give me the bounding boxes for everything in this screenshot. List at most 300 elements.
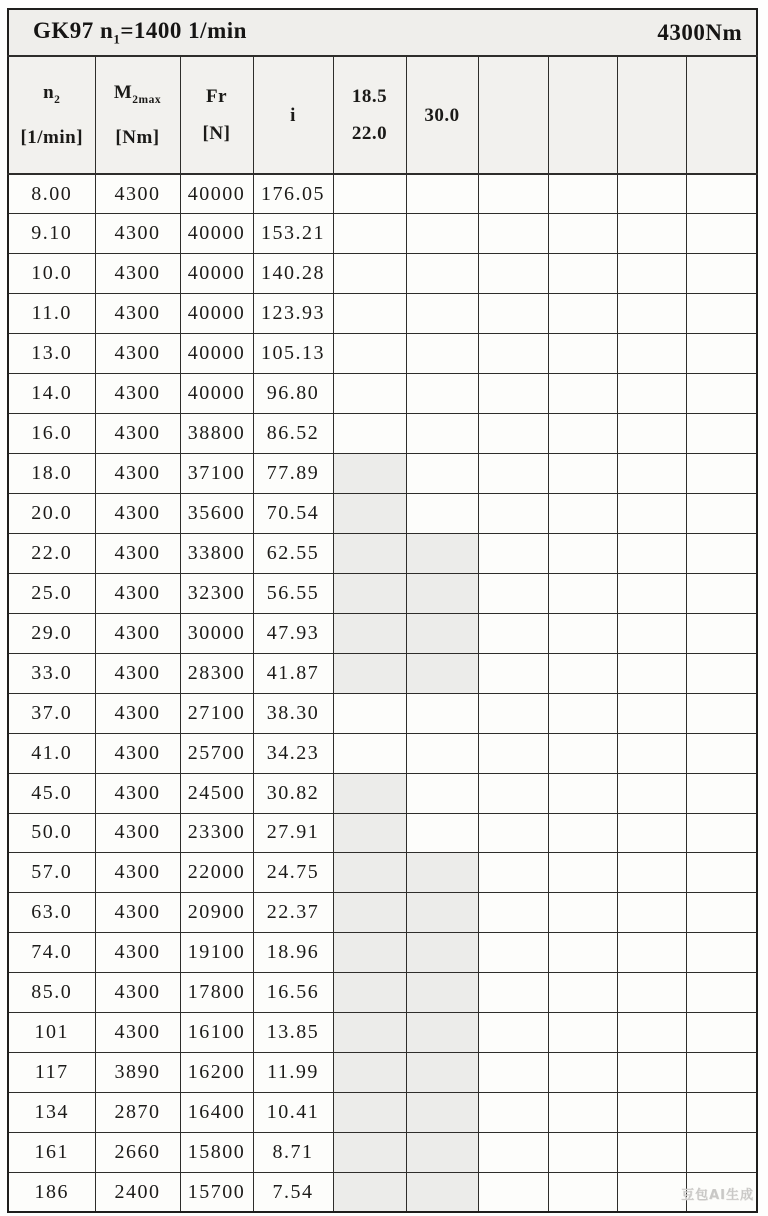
data-cell: 50.0 bbox=[8, 813, 95, 853]
empty-cell bbox=[478, 254, 548, 294]
col-header-empty bbox=[478, 56, 548, 174]
empty-cell bbox=[333, 334, 406, 374]
empty-cell bbox=[686, 414, 757, 454]
empty-cell bbox=[686, 933, 757, 973]
empty-cell bbox=[548, 533, 617, 573]
empty-cell bbox=[333, 294, 406, 334]
data-cell: 35600 bbox=[180, 494, 253, 534]
col-unit: [N] bbox=[202, 123, 231, 144]
empty-cell bbox=[686, 254, 757, 294]
data-cell: 117 bbox=[8, 1053, 95, 1093]
empty-cell bbox=[333, 374, 406, 414]
data-cell: 25.0 bbox=[8, 573, 95, 613]
empty-cell bbox=[333, 454, 406, 494]
empty-cell bbox=[686, 693, 757, 733]
data-cell: 86.52 bbox=[253, 414, 333, 454]
data-cell: 23300 bbox=[180, 813, 253, 853]
empty-cell bbox=[406, 1172, 478, 1212]
empty-cell bbox=[617, 1133, 686, 1173]
data-cell: 40000 bbox=[180, 334, 253, 374]
col-header-i: i bbox=[253, 56, 333, 174]
col-header-empty bbox=[548, 56, 617, 174]
subscript: 2 bbox=[54, 93, 61, 106]
data-cell: 123.93 bbox=[253, 294, 333, 334]
empty-cell bbox=[617, 254, 686, 294]
empty-cell bbox=[406, 613, 478, 653]
empty-cell bbox=[548, 1053, 617, 1093]
data-cell: 4300 bbox=[95, 933, 180, 973]
empty-cell bbox=[406, 973, 478, 1013]
empty-cell bbox=[478, 693, 548, 733]
empty-cell bbox=[333, 414, 406, 454]
empty-cell bbox=[686, 214, 757, 254]
data-cell: 37100 bbox=[180, 454, 253, 494]
empty-cell bbox=[686, 494, 757, 534]
data-cell: 13.0 bbox=[8, 334, 95, 374]
data-cell: 2870 bbox=[95, 1093, 180, 1133]
empty-cell bbox=[406, 1093, 478, 1133]
table-row bbox=[8, 454, 757, 494]
empty-cell bbox=[548, 414, 617, 454]
empty-cell bbox=[478, 174, 548, 214]
title-cell bbox=[8, 9, 757, 56]
data-cell: 13.85 bbox=[253, 1013, 333, 1053]
empty-cell bbox=[617, 1093, 686, 1133]
data-cell: 38800 bbox=[180, 414, 253, 454]
empty-cell bbox=[478, 1013, 548, 1053]
data-cell: 28300 bbox=[180, 653, 253, 693]
empty-cell bbox=[617, 613, 686, 653]
empty-cell bbox=[406, 174, 478, 214]
data-cell: 4300 bbox=[95, 573, 180, 613]
data-cell: 4300 bbox=[95, 613, 180, 653]
data-cell: 4300 bbox=[95, 174, 180, 214]
empty-cell bbox=[333, 573, 406, 613]
empty-cell bbox=[548, 853, 617, 893]
empty-cell bbox=[617, 294, 686, 334]
data-cell: 10.0 bbox=[8, 254, 95, 294]
empty-cell bbox=[333, 214, 406, 254]
data-cell: 57.0 bbox=[8, 853, 95, 893]
data-cell: 4300 bbox=[95, 533, 180, 573]
data-cell: 16.56 bbox=[253, 973, 333, 1013]
data-cell: 105.13 bbox=[253, 334, 333, 374]
data-cell: 40000 bbox=[180, 174, 253, 214]
empty-cell bbox=[548, 494, 617, 534]
table-row bbox=[8, 414, 757, 454]
empty-cell bbox=[478, 1053, 548, 1093]
data-cell: 30000 bbox=[180, 613, 253, 653]
data-cell: 4300 bbox=[95, 733, 180, 773]
empty-cell bbox=[406, 254, 478, 294]
empty-cell bbox=[548, 214, 617, 254]
data-cell: 4300 bbox=[95, 294, 180, 334]
data-cell: 2400 bbox=[95, 1172, 180, 1212]
empty-cell bbox=[333, 1172, 406, 1212]
data-cell: 22.37 bbox=[253, 893, 333, 933]
empty-cell bbox=[478, 653, 548, 693]
empty-cell bbox=[333, 773, 406, 813]
empty-cell bbox=[548, 1093, 617, 1133]
empty-cell bbox=[548, 733, 617, 773]
data-cell: 70.54 bbox=[253, 494, 333, 534]
empty-cell bbox=[617, 1053, 686, 1093]
data-cell: 14.0 bbox=[8, 374, 95, 414]
table-row bbox=[8, 1172, 757, 1212]
empty-cell bbox=[333, 1133, 406, 1173]
empty-cell bbox=[617, 174, 686, 214]
data-cell: 16.0 bbox=[8, 414, 95, 454]
empty-cell bbox=[406, 454, 478, 494]
table-row bbox=[8, 653, 757, 693]
empty-cell bbox=[617, 1172, 686, 1212]
table-row bbox=[8, 853, 757, 893]
table-title-row bbox=[8, 9, 757, 56]
empty-cell bbox=[406, 334, 478, 374]
data-cell: 40000 bbox=[180, 374, 253, 414]
title-subscript: 1 bbox=[113, 31, 121, 47]
titlebar bbox=[9, 18, 756, 48]
data-cell: 15700 bbox=[180, 1172, 253, 1212]
empty-cell bbox=[406, 533, 478, 573]
empty-cell bbox=[478, 414, 548, 454]
col-header-empty bbox=[617, 56, 686, 174]
empty-cell bbox=[478, 1093, 548, 1133]
empty-cell bbox=[478, 1133, 548, 1173]
empty-cell bbox=[478, 973, 548, 1013]
empty-cell bbox=[478, 813, 548, 853]
data-cell: 4300 bbox=[95, 853, 180, 893]
data-cell: 22.0 bbox=[8, 533, 95, 573]
data-cell: 186 bbox=[8, 1172, 95, 1212]
data-cell: 4300 bbox=[95, 653, 180, 693]
table-body bbox=[8, 174, 757, 1212]
col-header-n2: $n_2$ [1/min] bbox=[8, 56, 95, 174]
empty-cell bbox=[548, 1172, 617, 1212]
empty-cell bbox=[617, 773, 686, 813]
empty-cell bbox=[548, 773, 617, 813]
data-cell: 11.99 bbox=[253, 1053, 333, 1093]
data-cell: 4300 bbox=[95, 454, 180, 494]
empty-cell bbox=[478, 933, 548, 973]
data-cell: 101 bbox=[8, 1013, 95, 1053]
data-cell: 30.82 bbox=[253, 773, 333, 813]
empty-cell bbox=[478, 893, 548, 933]
empty-cell bbox=[406, 1013, 478, 1053]
data-cell: 176.05 bbox=[253, 174, 333, 214]
data-cell: 9.10 bbox=[8, 214, 95, 254]
empty-cell bbox=[548, 693, 617, 733]
empty-cell bbox=[617, 653, 686, 693]
empty-cell bbox=[333, 494, 406, 534]
data-cell: 40000 bbox=[180, 294, 253, 334]
empty-cell bbox=[478, 773, 548, 813]
data-cell: 22000 bbox=[180, 853, 253, 893]
empty-cell bbox=[333, 893, 406, 933]
data-cell: 62.55 bbox=[253, 533, 333, 573]
data-cell: 4300 bbox=[95, 773, 180, 813]
empty-cell bbox=[686, 174, 757, 214]
empty-cell bbox=[686, 533, 757, 573]
table-row bbox=[8, 1053, 757, 1093]
data-cell: 16200 bbox=[180, 1053, 253, 1093]
empty-cell bbox=[617, 813, 686, 853]
ai-watermark: 豆包AI生成 bbox=[681, 1188, 754, 1203]
empty-cell bbox=[548, 1013, 617, 1053]
data-cell: 3890 bbox=[95, 1053, 180, 1093]
data-cell: 4300 bbox=[95, 254, 180, 294]
data-cell: 41.87 bbox=[253, 653, 333, 693]
empty-cell bbox=[333, 933, 406, 973]
table-row bbox=[8, 494, 757, 534]
empty-cell bbox=[406, 653, 478, 693]
table-row bbox=[8, 214, 757, 254]
subscript: 2max bbox=[132, 93, 162, 106]
empty-cell bbox=[333, 693, 406, 733]
empty-cell bbox=[406, 414, 478, 454]
table-row bbox=[8, 374, 757, 414]
empty-cell bbox=[548, 613, 617, 653]
table-row bbox=[8, 294, 757, 334]
empty-cell bbox=[406, 933, 478, 973]
data-cell: 32300 bbox=[180, 573, 253, 613]
gearbox-rating-table bbox=[7, 8, 758, 1213]
empty-cell bbox=[617, 693, 686, 733]
empty-cell bbox=[617, 973, 686, 1013]
empty-cell bbox=[686, 613, 757, 653]
empty-cell bbox=[686, 454, 757, 494]
data-cell: 33.0 bbox=[8, 653, 95, 693]
data-cell: 20900 bbox=[180, 893, 253, 933]
empty-cell bbox=[478, 494, 548, 534]
data-cell: 77.89 bbox=[253, 454, 333, 494]
data-cell: 45.0 bbox=[8, 773, 95, 813]
data-cell: 40000 bbox=[180, 254, 253, 294]
data-cell: 18.96 bbox=[253, 933, 333, 973]
column-header-row bbox=[8, 56, 757, 174]
data-cell: 27.91 bbox=[253, 813, 333, 853]
data-cell: 56.55 bbox=[253, 573, 333, 613]
col-header-empty bbox=[686, 56, 757, 174]
empty-cell bbox=[478, 214, 548, 254]
empty-cell bbox=[333, 1013, 406, 1053]
table-row bbox=[8, 174, 757, 214]
empty-cell bbox=[548, 1133, 617, 1173]
empty-cell bbox=[406, 374, 478, 414]
data-cell: 15800 bbox=[180, 1133, 253, 1173]
empty-cell bbox=[548, 294, 617, 334]
empty-cell bbox=[548, 334, 617, 374]
data-cell: 74.0 bbox=[8, 933, 95, 973]
empty-cell bbox=[333, 174, 406, 214]
data-cell: 4300 bbox=[95, 334, 180, 374]
empty-cell bbox=[548, 893, 617, 933]
empty-cell bbox=[686, 653, 757, 693]
table-row bbox=[8, 334, 757, 374]
empty-cell bbox=[686, 1133, 757, 1173]
empty-cell bbox=[617, 733, 686, 773]
data-cell: 153.21 bbox=[253, 214, 333, 254]
data-cell: 140.28 bbox=[253, 254, 333, 294]
data-cell: 8.00 bbox=[8, 174, 95, 214]
data-cell: 17800 bbox=[180, 973, 253, 1013]
data-cell: 24500 bbox=[180, 773, 253, 813]
empty-cell bbox=[478, 733, 548, 773]
empty-cell bbox=[686, 573, 757, 613]
empty-cell bbox=[617, 853, 686, 893]
empty-cell bbox=[406, 1053, 478, 1093]
empty-cell bbox=[406, 214, 478, 254]
empty-cell bbox=[617, 893, 686, 933]
col-header-ratio-30: 30.0 bbox=[406, 56, 478, 174]
data-cell: 4300 bbox=[95, 893, 180, 933]
data-cell: 18.0 bbox=[8, 454, 95, 494]
empty-cell bbox=[333, 733, 406, 773]
empty-cell bbox=[333, 254, 406, 294]
data-cell: 20.0 bbox=[8, 494, 95, 534]
data-cell: 4300 bbox=[95, 214, 180, 254]
data-cell: 161 bbox=[8, 1133, 95, 1173]
empty-cell bbox=[617, 933, 686, 973]
table-title: GK97 $n_1=1400$ 1/min bbox=[33, 17, 247, 47]
empty-cell bbox=[686, 1053, 757, 1093]
empty-cell bbox=[617, 494, 686, 534]
data-cell: 85.0 bbox=[8, 973, 95, 1013]
table-row bbox=[8, 533, 757, 573]
empty-cell bbox=[686, 1093, 757, 1133]
table-row bbox=[8, 973, 757, 1013]
table-row bbox=[8, 573, 757, 613]
data-cell: 8.71 bbox=[253, 1133, 333, 1173]
empty-cell bbox=[548, 933, 617, 973]
empty-cell bbox=[617, 573, 686, 613]
empty-cell bbox=[617, 454, 686, 494]
empty-cell bbox=[617, 214, 686, 254]
data-cell: 4300 bbox=[95, 374, 180, 414]
empty-cell bbox=[548, 174, 617, 214]
empty-cell bbox=[548, 973, 617, 1013]
data-cell: 40000 bbox=[180, 214, 253, 254]
empty-cell bbox=[406, 1133, 478, 1173]
data-cell: 96.80 bbox=[253, 374, 333, 414]
empty-cell bbox=[478, 853, 548, 893]
data-cell: 4300 bbox=[95, 414, 180, 454]
data-cell: 4300 bbox=[95, 494, 180, 534]
data-cell: 7.54 bbox=[253, 1172, 333, 1212]
empty-cell bbox=[333, 1093, 406, 1133]
data-cell: 11.0 bbox=[8, 294, 95, 334]
table-row bbox=[8, 773, 757, 813]
table-row bbox=[8, 893, 757, 933]
empty-cell bbox=[478, 374, 548, 414]
empty-cell bbox=[686, 334, 757, 374]
table-row bbox=[8, 693, 757, 733]
col-header-fr: Fr [N] bbox=[180, 56, 253, 174]
empty-cell bbox=[686, 893, 757, 933]
empty-cell bbox=[333, 973, 406, 1013]
data-cell: 4300 bbox=[95, 813, 180, 853]
empty-cell bbox=[548, 573, 617, 613]
empty-cell bbox=[548, 653, 617, 693]
empty-cell bbox=[548, 813, 617, 853]
table-row bbox=[8, 1013, 757, 1053]
empty-cell bbox=[478, 1172, 548, 1212]
data-cell: 10.41 bbox=[253, 1093, 333, 1133]
table-row bbox=[8, 813, 757, 853]
empty-cell bbox=[686, 374, 757, 414]
empty-cell bbox=[686, 773, 757, 813]
data-cell: 16100 bbox=[180, 1013, 253, 1053]
data-cell: 2660 bbox=[95, 1133, 180, 1173]
data-cell: 47.93 bbox=[253, 613, 333, 653]
col-unit: [1/min] bbox=[20, 126, 84, 148]
col-header-m2max: $M_{2max}$ [Nm] bbox=[95, 56, 180, 174]
data-cell: 4300 bbox=[95, 693, 180, 733]
empty-cell bbox=[333, 813, 406, 853]
data-cell: 4300 bbox=[95, 973, 180, 1013]
empty-cell bbox=[548, 254, 617, 294]
empty-cell bbox=[478, 533, 548, 573]
empty-cell bbox=[478, 613, 548, 653]
empty-cell bbox=[406, 773, 478, 813]
empty-cell bbox=[478, 334, 548, 374]
empty-cell bbox=[686, 853, 757, 893]
data-cell: 63.0 bbox=[8, 893, 95, 933]
empty-cell bbox=[686, 294, 757, 334]
empty-cell bbox=[617, 334, 686, 374]
data-cell: 41.0 bbox=[8, 733, 95, 773]
col-unit: [Nm] bbox=[115, 126, 160, 148]
empty-cell bbox=[686, 973, 757, 1013]
empty-cell bbox=[548, 454, 617, 494]
empty-cell bbox=[478, 294, 548, 334]
empty-cell bbox=[406, 813, 478, 853]
torque-rating: 4300Nm bbox=[657, 19, 743, 45]
table-row bbox=[8, 1133, 757, 1173]
data-cell: 24.75 bbox=[253, 853, 333, 893]
empty-cell bbox=[333, 1053, 406, 1093]
empty-cell bbox=[686, 813, 757, 853]
data-cell: 27100 bbox=[180, 693, 253, 733]
data-cell: 37.0 bbox=[8, 693, 95, 733]
col-header-ratio-18-22: 18.5 22.0 bbox=[333, 56, 406, 174]
empty-cell bbox=[478, 454, 548, 494]
data-cell: 25700 bbox=[180, 733, 253, 773]
empty-cell bbox=[406, 494, 478, 534]
table-row bbox=[8, 254, 757, 294]
empty-cell bbox=[333, 853, 406, 893]
table-row bbox=[8, 933, 757, 973]
data-cell: 29.0 bbox=[8, 613, 95, 653]
empty-cell bbox=[333, 613, 406, 653]
empty-cell bbox=[617, 533, 686, 573]
table-row bbox=[8, 733, 757, 773]
empty-cell bbox=[406, 733, 478, 773]
empty-cell bbox=[406, 893, 478, 933]
empty-cell bbox=[617, 374, 686, 414]
data-cell: 16400 bbox=[180, 1093, 253, 1133]
empty-cell bbox=[406, 573, 478, 613]
empty-cell bbox=[548, 374, 617, 414]
empty-cell bbox=[617, 414, 686, 454]
table-row bbox=[8, 613, 757, 653]
data-cell: 33800 bbox=[180, 533, 253, 573]
empty-cell bbox=[686, 1013, 757, 1053]
empty-cell bbox=[617, 1013, 686, 1053]
table-row bbox=[8, 1093, 757, 1133]
empty-cell bbox=[686, 733, 757, 773]
data-cell: 134 bbox=[8, 1093, 95, 1133]
